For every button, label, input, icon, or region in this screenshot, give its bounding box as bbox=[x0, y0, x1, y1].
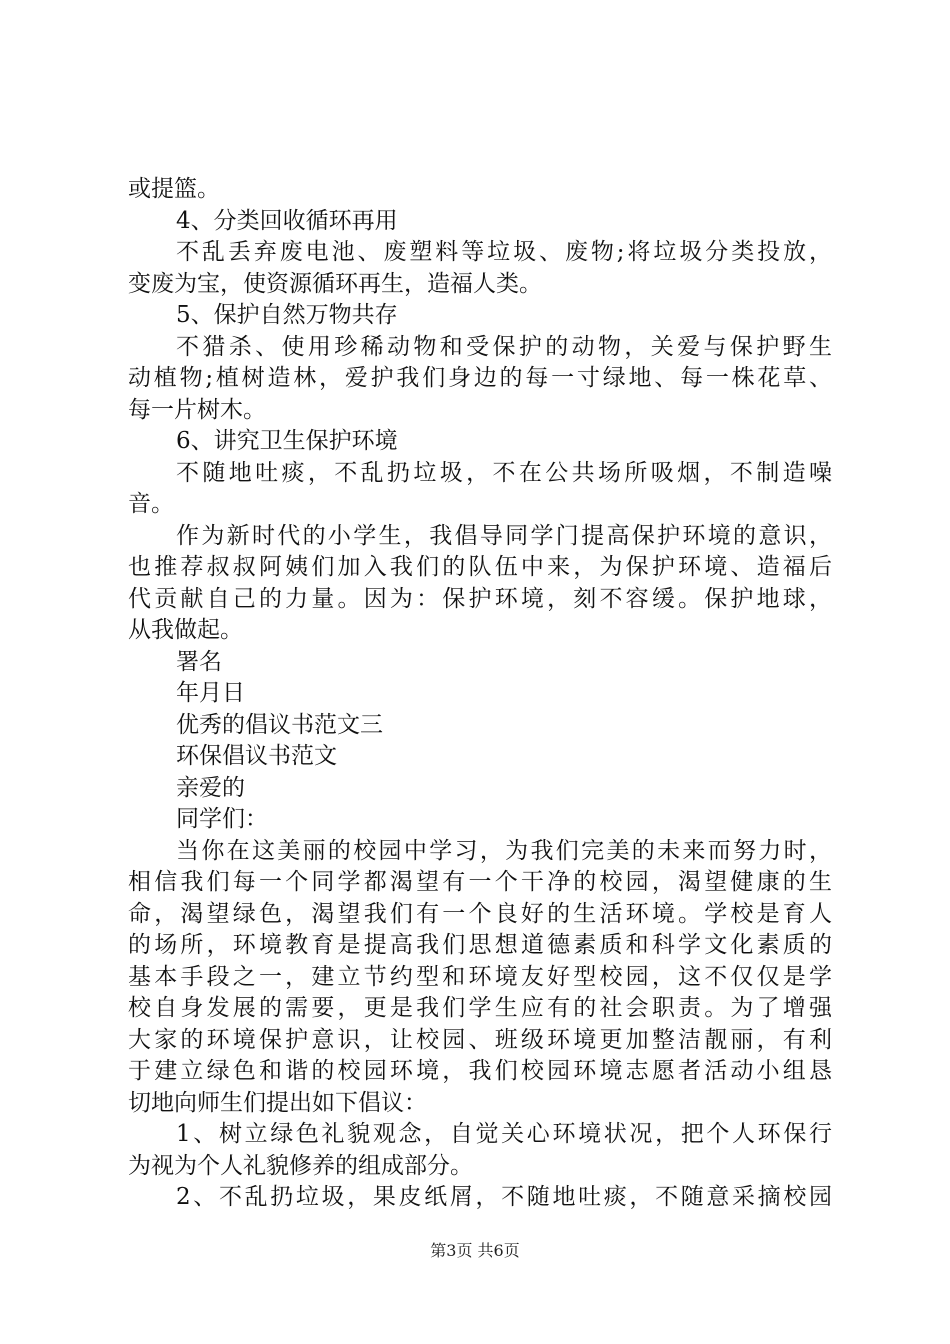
text-line: 基本手段之一，建立节约型和环境友好型校园，这不仅仅是学 bbox=[128, 963, 832, 990]
text-line: 校自身发展的需要，更是我们学生应有的社会职责。为了增强 bbox=[128, 995, 832, 1021]
text-line: 音。 bbox=[128, 491, 174, 517]
text-line: 代贡献自己的力量。因为：保护环境，刻不容缓。保护地球， bbox=[128, 585, 832, 612]
text-line: 4、分类回收循环再用 bbox=[176, 207, 398, 234]
text-line: 不乱丢弃废电池、废塑料等垃圾、废物;将垃圾分类投放， bbox=[176, 239, 832, 265]
text-line: 不猎杀、使用珍稀动物和受保护的动物，关爱与保护野生 bbox=[176, 333, 832, 360]
text-line: 从我做起。 bbox=[128, 617, 243, 643]
text-line: 为视为个人礼貌修养的组成部分。 bbox=[128, 1152, 473, 1179]
text-line: 大家的环境保护意识，让校园、班级环境更加整洁靓丽，有利 bbox=[128, 1026, 832, 1053]
text-line: 1、树立绿色礼貌观念，自觉关心环境状况，把个人环保行 bbox=[176, 1121, 832, 1147]
text-line: 每一片树木。 bbox=[128, 396, 266, 423]
text-line: 命，渴望绿色，渴望我们有一个良好的生活环境。学校是育人 bbox=[128, 900, 832, 927]
text-line: 6、讲究卫生保护环境 bbox=[176, 428, 398, 454]
text-line: 动植物;植树造林，爱护我们身边的每一寸绿地、每一株花草、 bbox=[128, 365, 832, 391]
text-line: 或提篮。 bbox=[128, 176, 220, 202]
text-line: 不随地吐痰，不乱扔垃圾，不在公共场所吸烟，不制造噪 bbox=[176, 459, 832, 486]
text-line: 切地向师生们提出如下倡议： bbox=[128, 1089, 427, 1116]
text-line: 2、不乱扔垃圾，果皮纸屑，不随地吐痰，不随意采摘校园 bbox=[176, 1184, 832, 1210]
text-line: 亲爱的 bbox=[176, 774, 245, 801]
text-line: 变废为宝，使资源循环再生，造福人类。 bbox=[128, 270, 542, 297]
text-line: 署名 bbox=[176, 648, 222, 675]
text-line: 也推荐叔叔阿姨们加入我们的队伍中来，为保护环境、造福后 bbox=[128, 554, 832, 580]
text-line: 作为新时代的小学生，我倡导同学门提高保护环境的意识， bbox=[176, 522, 832, 549]
text-line: 优秀的倡议书范文三 bbox=[176, 711, 383, 738]
text-line: 年月日 bbox=[176, 680, 245, 706]
text-line: 5、保护自然万物共存 bbox=[176, 302, 398, 328]
text-line: 环保倡议书范文 bbox=[176, 743, 337, 769]
text-line: 相信我们每一个同学都渴望有一个干净的校园，渴望健康的生 bbox=[128, 869, 832, 895]
text-line: 当你在这美丽的校园中学习，为我们完美的未来而努力时， bbox=[176, 837, 832, 864]
text-line: 的场所，环境教育是提高我们思想道德素质和科学文化素质的 bbox=[128, 932, 832, 958]
page-footer: 第3页 共6页 bbox=[430, 1241, 520, 1260]
text-line: 于建立绿色和谐的校园环境，我们校园环境志愿者活动小组恳 bbox=[128, 1058, 832, 1084]
text-line: 同学们： bbox=[176, 806, 268, 832]
document-body bbox=[128, 174, 832, 1214]
